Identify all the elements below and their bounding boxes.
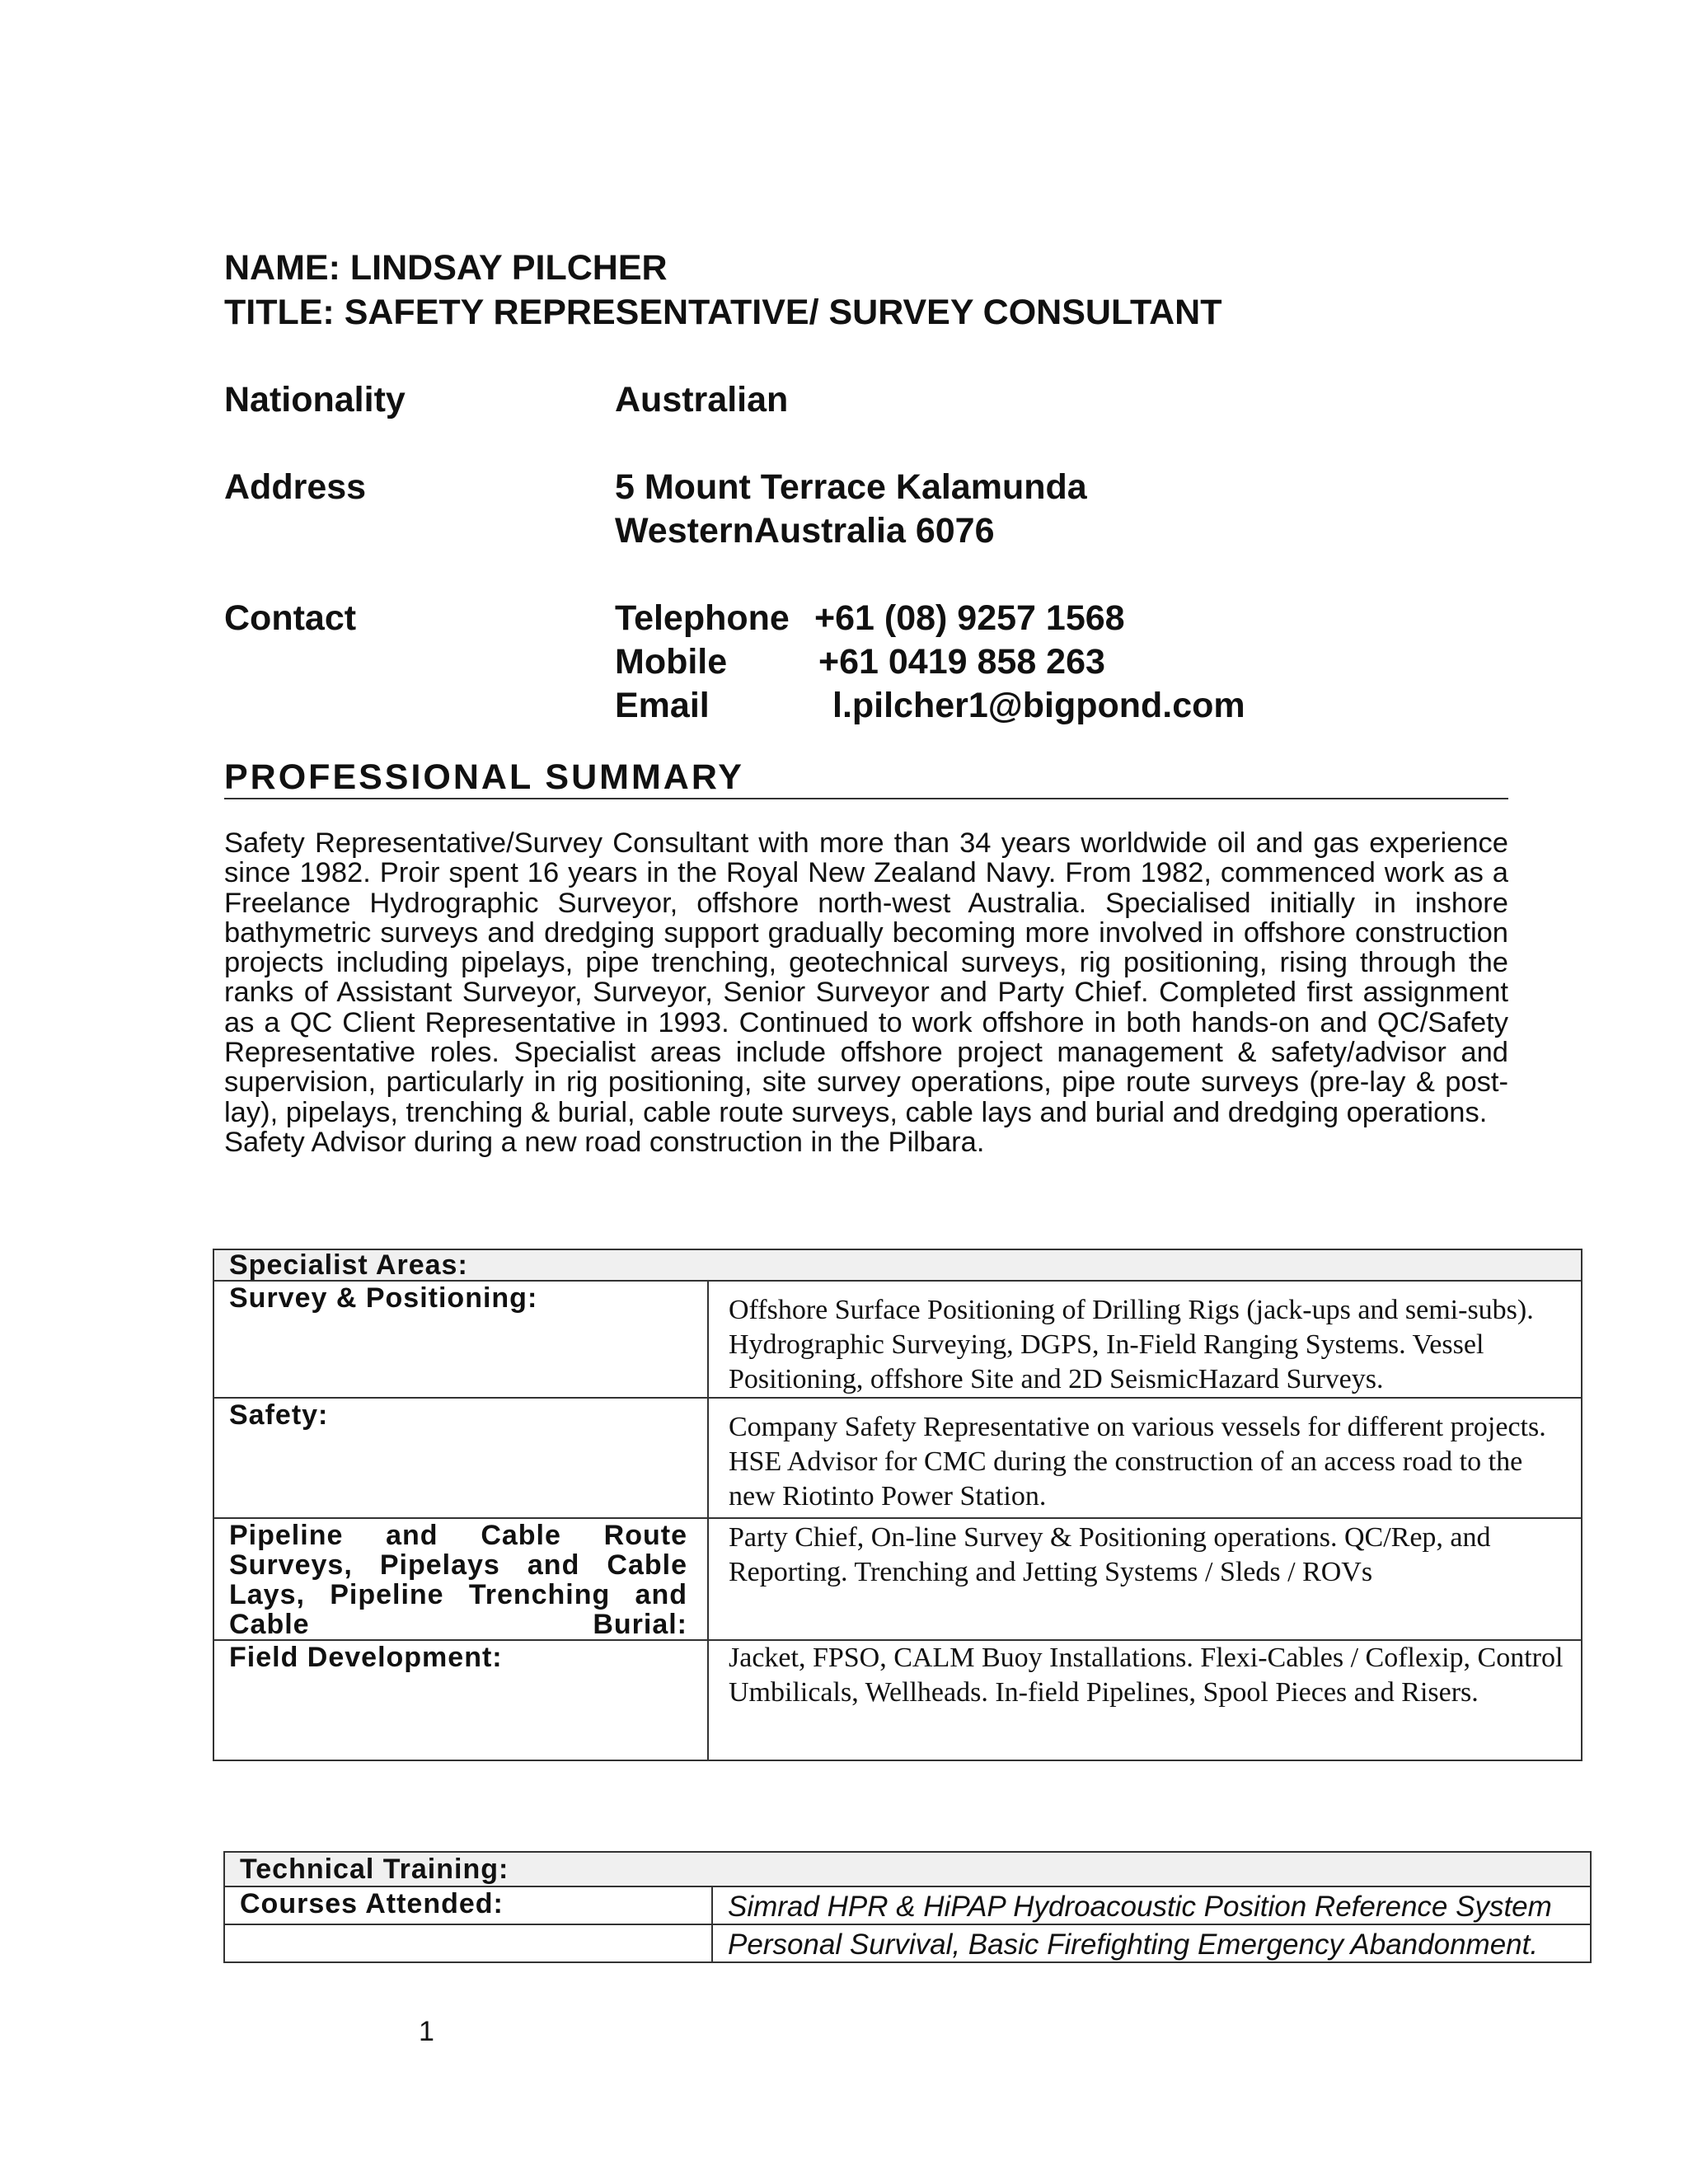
specialist-label: Survey & Positioning: xyxy=(213,1281,708,1398)
telephone-value: +61 (08) 9257 1568 xyxy=(814,598,1125,638)
specialist-areas-table xyxy=(213,1249,1582,1761)
professional-summary-heading: PROFESSIONAL SUMMARY xyxy=(224,757,744,797)
specialist-description: Offshore Surface Positioning of Drilling Rigs (jack-ups and semi-subs). Hydrographic Surveying, DGPS, In-Field Ranging Systems. Vessel Positioning, offshore Site and 2D SeismicHazard Surveys. xyxy=(708,1281,1582,1398)
professional-summary xyxy=(224,828,1508,1157)
table-row xyxy=(224,1852,1591,1886)
summary-paragraph: Safety Representative/Survey Consultant with more than 34 years worldwide oil and gas experience since 1982. Proir spent 16 years in the Royal New Zealand Navy. From 1982, commenced work as a Freelance Hydrographic Surveyor, offshore north-west Australia. Specialised initially in inshore bathymetric surveys and dredging support gradually becoming more involved in offshore construction projects including pipelays, pipe trenching, geotechnical surveys, rig positioning, rising through the ranks of Assistant Surveyor, Surveyor, Senior Surveyor and Party Chief. Completed first assignment as a QC Client Representative in 1993. Continued to work offshore in both hands-on and QC/Safety Representative roles. Specialist areas include offshore project management & safety/advisor and supervision, particularly in rig positioning, site survey operations, pipe route surveys (pre-lay & post-lay), pipelays, trenching & burial, cable route surveys, cable lays and burial and dredging operations. xyxy=(224,827,1508,1128)
mobile-value: +61 0419 858 263 xyxy=(818,642,1105,682)
technical-training-heading: Technical Training: xyxy=(224,1852,1591,1886)
section-divider xyxy=(224,798,1508,799)
empty-cell xyxy=(224,1924,712,1962)
course-item: Simrad HPR & HiPAP Hydroacoustic Position Reference System xyxy=(712,1886,1591,1924)
specialist-label: Pipeline and Cable Route Surveys, Pipelays and Cable Lays, Pipeline Trenching and Cable Burial: xyxy=(213,1518,708,1640)
address-line-1: 5 Mount Terrace Kalamunda xyxy=(615,467,1087,507)
table-row xyxy=(213,1249,1582,1281)
nationality-label: Nationality xyxy=(224,380,406,419)
courses-attended-label: Courses Attended: xyxy=(224,1886,712,1924)
table-row xyxy=(224,1886,1591,1924)
table-row xyxy=(213,1281,1582,1398)
email-value[interactable]: l.pilcher1@bigpond.com xyxy=(832,686,1245,725)
table-row xyxy=(213,1640,1582,1760)
specialist-areas-heading: Specialist Areas: xyxy=(213,1249,1582,1281)
contact-label: Contact xyxy=(224,598,357,638)
address-line-2: WesternAustralia 6076 xyxy=(615,511,995,551)
specialist-description: Jacket, FPSO, CALM Buoy Installations. Flexi-Cables / Coflexip, Control Umbilicals, Wellheads. In-field Pipelines, Spool Pieces and Risers. xyxy=(708,1640,1582,1760)
specialist-description: Company Safety Representative on various vessels for different projects. HSE Advisor for CMC during the construction of an access road to the new Riotinto Power Station. xyxy=(708,1398,1582,1518)
course-item: Personal Survival, Basic Firefighting Emergency Abandonment. xyxy=(712,1924,1591,1962)
name-line: NAME: LINDSAY PILCHER xyxy=(224,248,668,288)
mobile-label: Mobile xyxy=(615,642,728,682)
nationality-value: Australian xyxy=(615,380,789,419)
specialist-label: Safety: xyxy=(213,1398,708,1518)
telephone-label: Telephone xyxy=(615,598,790,638)
specialist-description: Party Chief, On-line Survey & Positioning operations. QC/Rep, and Reporting. Trenching and Jetting Systems / Sleds / ROVs xyxy=(708,1518,1582,1640)
title-line: TITLE: SAFETY REPRESENTATIVE/ SURVEY CONSULTANT xyxy=(224,293,1222,332)
address-label: Address xyxy=(224,467,367,507)
table-row xyxy=(213,1398,1582,1518)
technical-training-table xyxy=(223,1851,1592,1963)
page-number: 1 xyxy=(419,2016,434,2047)
specialist-label: Field Development: xyxy=(213,1640,708,1760)
table-row xyxy=(224,1924,1591,1962)
email-label: Email xyxy=(615,686,710,725)
summary-last-line: Safety Advisor during a new road construction in the Pilbara. xyxy=(224,1126,985,1158)
table-row xyxy=(213,1518,1582,1640)
